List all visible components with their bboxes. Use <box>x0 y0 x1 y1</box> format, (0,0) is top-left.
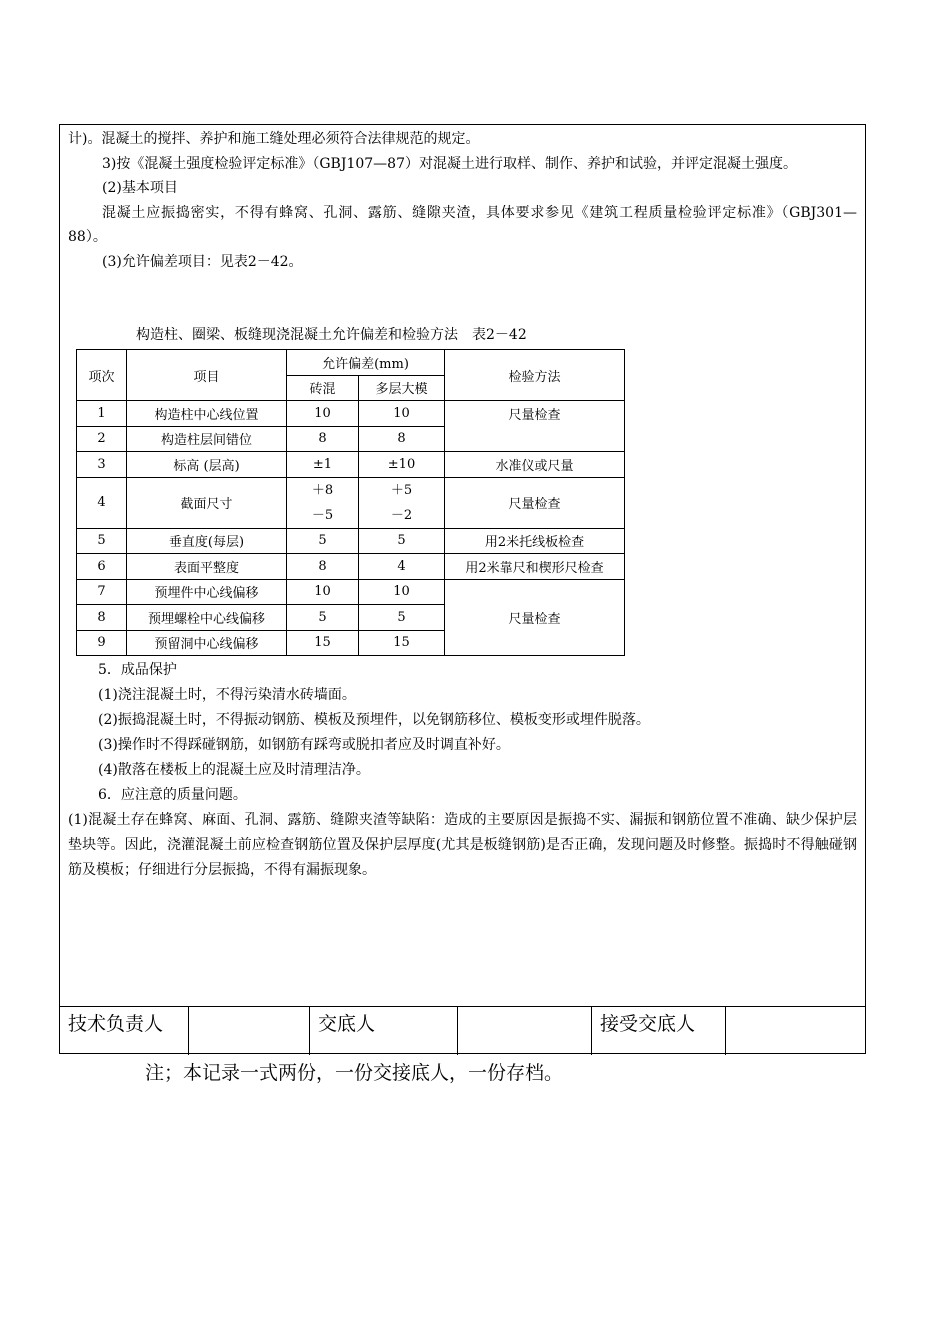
paragraph: 混凝土应振捣密实，不得有蜂窝、孔洞、露筋、缝隙夹渣，具体要求参见《建筑工程质量检验评定标准》（GBJ301—88）。 <box>68 204 857 245</box>
header-method: 检验方法 <box>445 350 625 401</box>
cell-formwork: 10 <box>359 579 445 605</box>
cell-formwork-upper: ＋5 <box>390 482 413 498</box>
header-item: 项目 <box>127 350 287 401</box>
header-brick: 砖混 <box>287 375 359 401</box>
tech-lead-signature-field[interactable] <box>189 1007 310 1055</box>
discloser-signature-field[interactable] <box>458 1007 592 1055</box>
intro-text <box>68 127 857 274</box>
signature-row <box>60 1006 865 1055</box>
section-heading: 5．成品保护 <box>98 662 177 678</box>
table-row <box>77 554 625 580</box>
cell-no: 6 <box>77 554 127 580</box>
paragraph: (1)浇注混凝土时，不得污染清水砖墙面。 <box>98 687 356 703</box>
cell-method: 用2米托线板检查 <box>445 528 625 554</box>
cell-item: 预埋螺栓中心线偏移 <box>127 605 287 631</box>
cell-item: 预留洞中心线偏移 <box>127 630 287 656</box>
cell-method: 尺量检查 <box>445 579 625 656</box>
paragraph: (2)基本项目 <box>102 180 178 196</box>
cell-no: 4 <box>77 477 127 528</box>
cell-brick: 10 <box>287 401 359 427</box>
cell-formwork: 5 <box>359 528 445 554</box>
cell-brick: 8 <box>287 426 359 452</box>
receiver-label: 接受交底人 <box>592 1007 726 1055</box>
cell-brick: 5 <box>287 528 359 554</box>
cell-no: 2 <box>77 426 127 452</box>
table-caption: 构造柱、圈梁、板缝现浇混凝土允许偏差和检验方法 表2－42 <box>136 327 527 343</box>
paragraph: (3)操作时不得踩碰钢筋，如钢筋有踩弯或脱扣者应及时调直补好。 <box>98 737 510 753</box>
cell-brick: 15 <box>287 630 359 656</box>
paragraph: 3)按《混凝土强度检验评定标准》（GBJ107—87）对混凝土进行取样、制作、养护和试验，并评定混凝土强度。 <box>102 155 797 172</box>
cell-item: 垂直度(每层) <box>127 528 287 554</box>
cell-formwork: 5 <box>359 605 445 631</box>
receiver-signature-field[interactable] <box>726 1007 865 1055</box>
section-heading: 6．应注意的质量问题。 <box>98 787 247 803</box>
cell-item: 截面尺寸 <box>127 477 287 528</box>
tech-lead-label: 技术负责人 <box>60 1007 189 1055</box>
cell-brick: 10 <box>287 579 359 605</box>
header-tolerance: 允许偏差(mm) <box>287 350 445 376</box>
cell-brick-upper: ＋8 <box>311 482 334 498</box>
cell-formwork-lower: －2 <box>390 507 413 523</box>
paragraph: 计)。混凝土的搅拌、养护和施工缝处理必须符合法律规范的规定。 <box>68 131 480 147</box>
cell-no: 7 <box>77 579 127 605</box>
cell-formwork: 10 <box>359 401 445 427</box>
paragraph: (4)散落在楼板上的混凝土应及时清理洁净。 <box>98 762 370 778</box>
cell-no: 5 <box>77 528 127 554</box>
cell-brick: ±1 <box>287 452 359 478</box>
footer-note: 注；本记录一式两份，一份交接底人，一份存档。 <box>145 1062 564 1084</box>
table-row <box>77 528 625 554</box>
table-header-row <box>77 350 625 376</box>
header-formwork: 多层大模 <box>359 375 445 401</box>
after-table-text <box>68 658 857 883</box>
cell-no: 8 <box>77 605 127 631</box>
table-row <box>77 579 625 605</box>
cell-brick: 5 <box>287 605 359 631</box>
cell-method: 水准仪或尺量 <box>445 452 625 478</box>
cell-method: 用2米靠尺和楔形尺检查 <box>445 554 625 580</box>
document-frame <box>59 124 866 1054</box>
cell-formwork <box>359 477 445 528</box>
paragraph: (2)振捣混凝土时，不得振动钢筋、模板及预埋件，以免钢筋移位、模板变形或埋件脱落。 <box>98 712 650 728</box>
cell-no: 9 <box>77 630 127 656</box>
cell-item: 预埋件中心线偏移 <box>127 579 287 605</box>
table-row <box>77 477 625 528</box>
cell-brick <box>287 477 359 528</box>
cell-item: 表面平整度 <box>127 554 287 580</box>
table-row <box>77 452 625 478</box>
cell-item: 标高 (层高) <box>127 452 287 478</box>
cell-no: 1 <box>77 401 127 427</box>
tolerance-table <box>76 349 625 656</box>
cell-formwork: ±10 <box>359 452 445 478</box>
table-row <box>77 401 625 427</box>
header-no: 项次 <box>77 350 127 401</box>
cell-brick: 8 <box>287 554 359 580</box>
discloser-label: 交底人 <box>310 1007 458 1055</box>
cell-formwork: 4 <box>359 554 445 580</box>
cell-item: 构造柱层间错位 <box>127 426 287 452</box>
cell-item: 构造柱中心线位置 <box>127 401 287 427</box>
cell-formwork: 15 <box>359 630 445 656</box>
cell-formwork: 8 <box>359 426 445 452</box>
paragraph: (3)允许偏差项目：见表2－42。 <box>102 253 303 270</box>
cell-method: 尺量检查 <box>445 401 625 452</box>
cell-method: 尺量检查 <box>445 477 625 528</box>
cell-brick-lower: －5 <box>311 507 334 523</box>
paragraph: (1)混凝土存在蜂窝、麻面、孔洞、露筋、缝隙夹渣等缺陷：造成的主要原因是振捣不实、漏振和钢筋位置不准确、缺少保护层垫块等。因此，浇灌混凝土前应检查钢筋位置及保护层厚度(尤其是板缝钢筋)是否正确，发现问题及时修整。振捣时不得触碰钢筋及模板；仔细进行分层振捣，不得有漏振现象。 <box>68 812 857 878</box>
cell-no: 3 <box>77 452 127 478</box>
